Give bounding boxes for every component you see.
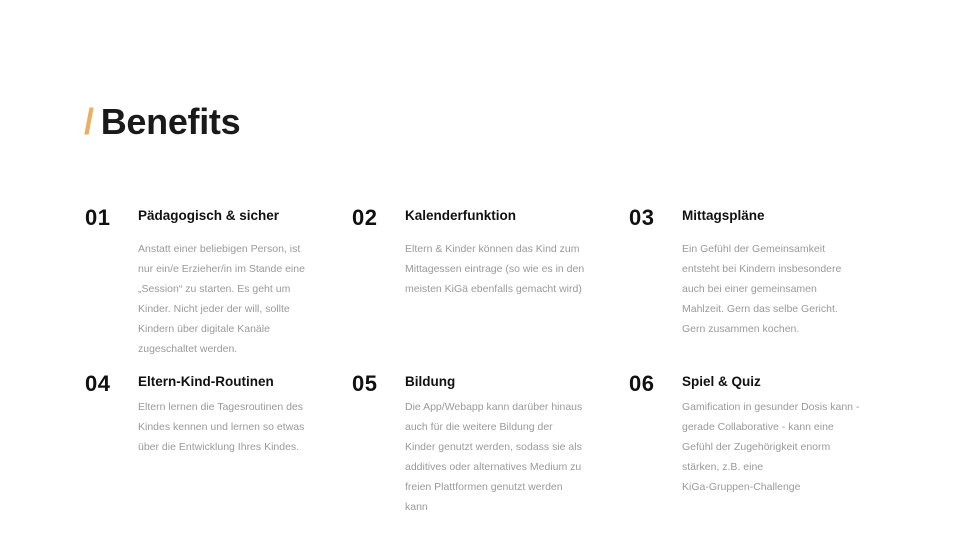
description-line: zugeschaltet werden.: [138, 343, 238, 355]
description-line: nur ein/e Erzieher/in im Stande eine: [138, 263, 305, 275]
description-line: über die Entwicklung Ihres Kindes.: [138, 441, 300, 453]
description-line: KiGa-Gruppen-Challenge: [682, 481, 801, 493]
description-line: freien Plattformen genutzt werden: [405, 481, 563, 493]
benefit-heading: Mittagspläne: [682, 208, 765, 223]
benefit-description: [405, 397, 585, 517]
description-line: auch für die weitere Bildung der: [405, 421, 553, 433]
title-text: Benefits: [100, 101, 241, 142]
description-line: kann: [405, 501, 428, 513]
description-line: Die App/Webapp kann darüber hinaus: [405, 401, 583, 413]
description-line: Kinder genutzt werden, sodass sie als: [405, 441, 582, 453]
benefit-number: 04: [85, 371, 111, 396]
description-line: Mahlzeit. Gern das selbe Gericht.: [682, 303, 838, 315]
description-line: Mittagessen eintrage (so wie es in den: [405, 263, 585, 275]
description-line: additives oder alternatives Medium zu: [405, 461, 582, 473]
benefit-description: [138, 239, 318, 359]
benefit-heading: Kalenderfunktion: [405, 208, 517, 223]
description-line: Gern zusammen kochen.: [682, 323, 800, 335]
benefit-number: 06: [629, 371, 655, 396]
description-line: Eltern & Kinder können das Kind zum: [405, 243, 580, 255]
description-line: stärken, z.B. eine: [682, 461, 764, 473]
benefit-number: 02: [352, 205, 378, 230]
benefit-heading: Eltern-Kind-Routinen: [138, 374, 274, 389]
title-slash-accent: /: [84, 101, 94, 142]
description-line: Ein Gefühl der Gemeinsamkeit: [682, 243, 825, 255]
description-line: entsteht bei Kindern insbesondere: [682, 263, 842, 275]
benefit-heading: Bildung: [405, 374, 456, 389]
description-line: meisten KiGä ebenfalls gemacht wird): [405, 283, 582, 295]
description-line: Anstatt einer beliebigen Person, ist: [138, 243, 301, 255]
benefit-description: [682, 397, 862, 497]
benefit-heading: Pädagogisch & sicher: [138, 208, 280, 223]
description-line: Gamification in gesunder Dosis kann -: [682, 401, 860, 413]
benefit-description: [138, 397, 318, 457]
description-line: auch bei einer gemeinsamen: [682, 283, 817, 295]
benefit-number: 03: [629, 205, 655, 230]
benefit-description: [405, 239, 585, 299]
description-line: Kindes kennen und lernen so etwas: [138, 421, 305, 433]
description-line: Kinder. Nicht jeder der will, sollte: [138, 303, 290, 315]
benefit-number: 05: [352, 371, 378, 396]
description-line: gerade Collaborative - kann eine: [682, 421, 834, 433]
benefit-number: 01: [85, 205, 111, 230]
slide-title: [84, 98, 240, 146]
description-line: „Session“ zu starten. Es geht um: [138, 283, 291, 295]
benefit-description: [682, 239, 862, 339]
description-line: Gefühl der Zugehörigkeit enorm: [682, 441, 831, 453]
benefit-heading: Spiel & Quiz: [682, 374, 761, 389]
description-line: Kindern über digitale Kanäle: [138, 323, 270, 335]
description-line: Eltern lernen die Tagesroutinen des: [138, 401, 304, 413]
